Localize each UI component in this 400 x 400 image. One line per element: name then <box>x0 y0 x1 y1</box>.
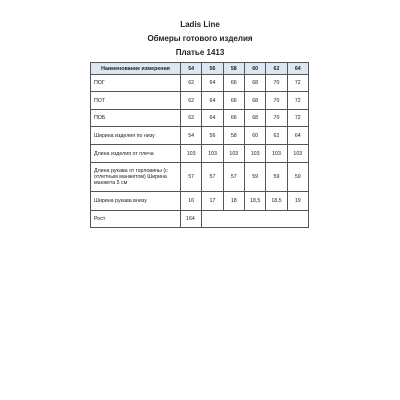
table-row <box>91 92 309 110</box>
size-header-cell: 64 <box>287 63 308 75</box>
value-cell: 72 <box>287 110 308 127</box>
value-cell: 103 <box>181 145 202 163</box>
value-cell: 103 <box>202 145 223 163</box>
value-cell: 62 <box>266 127 287 145</box>
row-label: ПОТ <box>91 92 181 110</box>
value-cell: 59 <box>287 163 308 192</box>
value-cell: 66 <box>223 110 244 127</box>
value-cell: 64 <box>202 92 223 110</box>
value-cell: 60 <box>244 127 265 145</box>
value-cell: 17 <box>202 192 223 211</box>
value-cell: 54 <box>181 127 202 145</box>
table-row <box>91 145 309 163</box>
value-cell: 62 <box>181 75 202 92</box>
height-row <box>91 211 309 228</box>
measurements-table <box>90 62 309 228</box>
value-cell: 70 <box>266 92 287 110</box>
value-cell: 66 <box>223 75 244 92</box>
value-cell: 70 <box>266 110 287 127</box>
value-cell: 59 <box>266 163 287 192</box>
value-cell: 18,5 <box>266 192 287 211</box>
value-cell: 72 <box>287 75 308 92</box>
value-cell: 57 <box>181 163 202 192</box>
value-cell: 68 <box>244 92 265 110</box>
value-cell: 62 <box>181 92 202 110</box>
brand-title: Ladis Line <box>180 20 220 29</box>
value-cell: 58 <box>223 127 244 145</box>
value-cell: 64 <box>287 127 308 145</box>
value-cell: 57 <box>223 163 244 192</box>
value-cell: 70 <box>266 75 287 92</box>
value-cell: 59 <box>244 163 265 192</box>
row-label: Длина рукава от горловины (с отлетным манжетом) Ширина манжета 5 см <box>91 163 181 192</box>
value-cell: 72 <box>287 92 308 110</box>
value-cell: 16 <box>181 192 202 211</box>
value-cell: 103 <box>266 145 287 163</box>
row-label: Ширина рукава внизу <box>91 192 181 211</box>
value-cell: 18 <box>223 192 244 211</box>
size-header-cell: 58 <box>223 63 244 75</box>
header-label-cell: Наименование измерения <box>91 63 181 75</box>
table-row <box>91 192 309 211</box>
size-header-cell: 54 <box>181 63 202 75</box>
size-header-cell: 60 <box>244 63 265 75</box>
value-cell: 56 <box>202 127 223 145</box>
size-header-cell: 62 <box>266 63 287 75</box>
row-label: Рост <box>91 211 181 228</box>
table-row <box>91 163 309 192</box>
height-value-cell: 164 <box>181 211 202 228</box>
value-cell: 57 <box>202 163 223 192</box>
product-title: Платье 1413 <box>175 48 225 57</box>
value-cell: 103 <box>244 145 265 163</box>
row-label: Длина изделия от плеча <box>91 145 181 163</box>
empty-cell <box>202 211 309 228</box>
value-cell: 64 <box>202 110 223 127</box>
value-cell: 19 <box>287 192 308 211</box>
document-subtitle: Обмеры готового изделия <box>147 34 253 43</box>
value-cell: 62 <box>181 110 202 127</box>
value-cell: 103 <box>287 145 308 163</box>
value-cell: 103 <box>223 145 244 163</box>
table-row <box>91 75 309 92</box>
table-row <box>91 110 309 127</box>
value-cell: 66 <box>223 92 244 110</box>
table-row <box>91 127 309 145</box>
size-header-cell: 56 <box>202 63 223 75</box>
row-label: ПОГ <box>91 75 181 92</box>
value-cell: 68 <box>244 75 265 92</box>
value-cell: 18,5 <box>244 192 265 211</box>
row-label: Ширина изделия по низу <box>91 127 181 145</box>
table-header-row <box>91 63 309 75</box>
row-label: ПОБ <box>91 110 181 127</box>
value-cell: 68 <box>244 110 265 127</box>
value-cell: 64 <box>202 75 223 92</box>
